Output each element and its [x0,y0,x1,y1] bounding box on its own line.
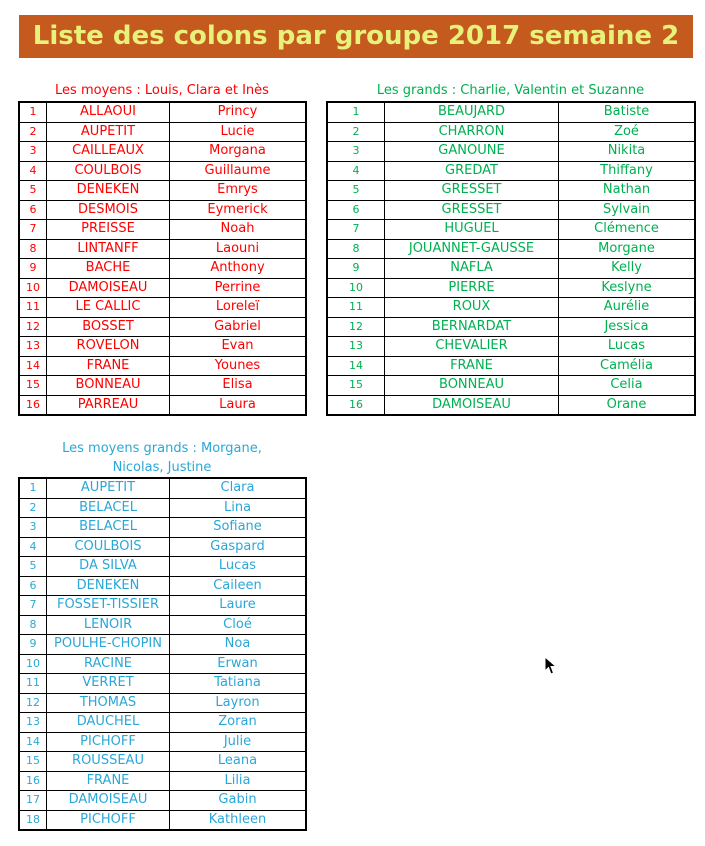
first-name-cell: Aurélie [559,298,695,318]
row-number: 2 [20,122,47,142]
table-row [20,791,306,811]
row-number: 12 [20,693,47,713]
table-row [328,395,695,415]
last-name-cell: BOSSET [47,317,170,337]
first-name-cell: Lilia [170,771,306,791]
first-name-cell: Gaspard [170,537,306,557]
row-number: 8 [20,239,47,259]
first-name-cell: Lucas [170,557,306,577]
table-row [20,732,306,752]
row-number: 14 [328,356,385,376]
row-number: 10 [20,654,47,674]
table-row [20,674,306,694]
last-name-cell: DENEKEN [47,576,170,596]
row-number: 12 [20,317,47,337]
table-row [20,122,306,142]
last-name-cell: LENOIR [47,615,170,635]
last-name-cell: DA SILVA [47,557,170,577]
last-name-cell: DAMOISEAU [385,395,559,415]
row-number: 9 [328,259,385,279]
table-row [20,771,306,791]
row-number: 2 [20,498,47,518]
row-number: 6 [20,200,47,220]
row-number: 9 [20,635,47,655]
last-name-cell: ROUX [385,298,559,318]
last-name-cell: PICHOFF [47,810,170,830]
last-name-cell: CAILLEAUX [47,142,170,162]
row-number: 16 [20,771,47,791]
table-row [20,752,306,772]
group-title-moyens-grands [19,439,305,477]
row-number: 14 [20,356,47,376]
table-row [20,395,306,415]
row-number: 6 [328,200,385,220]
last-name-cell: BELACEL [47,498,170,518]
first-name-cell: Elisa [170,376,306,396]
last-name-cell: PREISSE [47,220,170,240]
row-number: 11 [20,674,47,694]
last-name-cell: HUGUEL [385,220,559,240]
table-row [20,278,306,298]
row-number: 7 [20,220,47,240]
last-name-cell: BERNARDAT [385,317,559,337]
last-name-cell: BACHE [47,259,170,279]
last-name-cell: BEAUJARD [385,103,559,123]
mouse-cursor-icon [544,656,558,676]
first-name-cell: Perrine [170,278,306,298]
first-name-cell: Clara [170,479,306,499]
row-number: 11 [328,298,385,318]
last-name-cell: ALLAOUI [47,103,170,123]
row-number: 8 [20,615,47,635]
table-moyens [19,102,306,415]
row-number: 9 [20,259,47,279]
row-number: 16 [20,395,47,415]
table-row [20,596,306,616]
last-name-cell: CHARRON [385,122,559,142]
table-row [328,181,695,201]
table-row [328,161,695,181]
first-name-cell: Evan [170,337,306,357]
row-number: 10 [328,278,385,298]
first-name-cell: Emrys [170,181,306,201]
table-row [328,317,695,337]
last-name-cell: THOMAS [47,693,170,713]
first-name-cell: Batiste [559,103,695,123]
first-name-cell: Sylvain [559,200,695,220]
first-name-cell: Cloé [170,615,306,635]
last-name-cell: DAMOISEAU [47,278,170,298]
row-number: 4 [328,161,385,181]
row-number: 13 [20,713,47,733]
last-name-cell: JOUANNET-GAUSSE [385,239,559,259]
row-number: 2 [328,122,385,142]
page-title: Liste des colons par groupe 2017 semaine 2 [19,15,693,58]
last-name-cell: CHEVALIER [385,337,559,357]
table-row [20,239,306,259]
row-number: 3 [20,142,47,162]
last-name-cell: RACINE [47,654,170,674]
last-name-cell: PIERRE [385,278,559,298]
table-row [20,200,306,220]
first-name-cell: Lucas [559,337,695,357]
first-name-cell: Gabin [170,791,306,811]
row-number: 3 [20,518,47,538]
last-name-cell: BELACEL [47,518,170,538]
first-name-cell: Layron [170,693,306,713]
row-number: 1 [20,103,47,123]
table-row [20,103,306,123]
row-number: 4 [20,161,47,181]
first-name-cell: Tatiana [170,674,306,694]
first-name-cell: Laura [170,395,306,415]
last-name-cell: FRANE [385,356,559,376]
first-name-cell: Orane [559,395,695,415]
last-name-cell: COULBOIS [47,161,170,181]
last-name-cell: BONNEAU [385,376,559,396]
table-moyens-grands [19,478,306,830]
last-name-cell: FRANE [47,356,170,376]
table-row [20,518,306,538]
row-number: 18 [20,810,47,830]
table-row [20,298,306,318]
first-name-cell: Anthony [170,259,306,279]
first-name-cell: Morgane [559,239,695,259]
row-number: 15 [20,752,47,772]
table-row [328,103,695,123]
table-row [20,259,306,279]
row-number: 15 [20,376,47,396]
group-title-moyens-grands-line1: Les moyens grands : Morgane, [62,441,262,456]
last-name-cell: GRESSET [385,181,559,201]
row-number: 5 [328,181,385,201]
last-name-cell: LINTANFF [47,239,170,259]
row-number: 13 [20,337,47,357]
first-name-cell: Younes [170,356,306,376]
table-row [328,239,695,259]
last-name-cell: ROVELON [47,337,170,357]
row-number: 5 [20,181,47,201]
table-row [20,220,306,240]
last-name-cell: FRANE [47,771,170,791]
last-name-cell: POULHE-CHOPIN [47,635,170,655]
table-row [328,356,695,376]
last-name-cell: ROUSSEAU [47,752,170,772]
table-row [20,576,306,596]
table-row [20,337,306,357]
first-name-cell: Erwan [170,654,306,674]
table-row [20,161,306,181]
table-row [20,317,306,337]
first-name-cell: Eymerick [170,200,306,220]
row-number: 1 [328,103,385,123]
first-name-cell: Lucie [170,122,306,142]
first-name-cell: Gabriel [170,317,306,337]
first-name-cell: Nathan [559,181,695,201]
first-name-cell: Sofiane [170,518,306,538]
last-name-cell: AUPETIT [47,479,170,499]
last-name-cell: DESMOIS [47,200,170,220]
first-name-cell: Clémence [559,220,695,240]
table-row [20,557,306,577]
first-name-cell: Noah [170,220,306,240]
last-name-cell: PICHOFF [47,732,170,752]
first-name-cell: Kathleen [170,810,306,830]
table-row [20,142,306,162]
table-row [20,635,306,655]
table-row [328,142,695,162]
last-name-cell: DENEKEN [47,181,170,201]
group-title-moyens-grands-line2: Nicolas, Justine [112,460,212,475]
table-row [20,181,306,201]
first-name-cell: Laouni [170,239,306,259]
first-name-cell: Noa [170,635,306,655]
table-row [328,220,695,240]
first-name-cell: Zoran [170,713,306,733]
first-name-cell: Celia [559,376,695,396]
row-number: 8 [328,239,385,259]
first-name-cell: Princy [170,103,306,123]
last-name-cell: LE CALLIC [47,298,170,318]
first-name-cell: Zoé [559,122,695,142]
table-row [328,259,695,279]
table-row [20,356,306,376]
first-name-cell: Nikita [559,142,695,162]
table-row [20,498,306,518]
row-number: 7 [20,596,47,616]
last-name-cell: PARREAU [47,395,170,415]
last-name-cell: BONNEAU [47,376,170,396]
last-name-cell: DAUCHEL [47,713,170,733]
row-number: 4 [20,537,47,557]
row-number: 3 [328,142,385,162]
first-name-cell: Keslyne [559,278,695,298]
first-name-cell: Julie [170,732,306,752]
row-number: 13 [328,337,385,357]
table-row [328,298,695,318]
group-title-moyens: Les moyens : Louis, Clara et Inès [55,83,269,98]
first-name-cell: Caileen [170,576,306,596]
first-name-cell: Kelly [559,259,695,279]
table-row [20,479,306,499]
first-name-cell: Lina [170,498,306,518]
table-row [20,693,306,713]
table-row [328,337,695,357]
table-grands [327,102,695,415]
last-name-cell: AUPETIT [47,122,170,142]
first-name-cell: Morgana [170,142,306,162]
row-number: 16 [328,395,385,415]
first-name-cell: Jessica [559,317,695,337]
table-row [328,200,695,220]
table-row [20,654,306,674]
row-number: 7 [328,220,385,240]
row-number: 17 [20,791,47,811]
last-name-cell: COULBOIS [47,537,170,557]
row-number: 10 [20,278,47,298]
row-number: 11 [20,298,47,318]
last-name-cell: GANOUNE [385,142,559,162]
row-number: 1 [20,479,47,499]
table-row [328,278,695,298]
table-row [20,537,306,557]
row-number: 5 [20,557,47,577]
last-name-cell: GRESSET [385,200,559,220]
last-name-cell: VERRET [47,674,170,694]
table-row [328,376,695,396]
table-row [20,376,306,396]
first-name-cell: Laure [170,596,306,616]
first-name-cell: Guillaume [170,161,306,181]
last-name-cell: NAFLA [385,259,559,279]
last-name-cell: GREDAT [385,161,559,181]
first-name-cell: Leana [170,752,306,772]
table-row [328,122,695,142]
last-name-cell: DAMOISEAU [47,791,170,811]
table-row [20,615,306,635]
row-number: 14 [20,732,47,752]
table-row [20,810,306,830]
row-number: 15 [328,376,385,396]
first-name-cell: Camélia [559,356,695,376]
group-title-grands: Les grands : Charlie, Valentin et Suzanne [376,83,645,98]
last-name-cell: FOSSET-TISSIER [47,596,170,616]
first-name-cell: Loreleï [170,298,306,318]
table-row [20,713,306,733]
row-number: 12 [328,317,385,337]
first-name-cell: Thiffany [559,161,695,181]
row-number: 6 [20,576,47,596]
